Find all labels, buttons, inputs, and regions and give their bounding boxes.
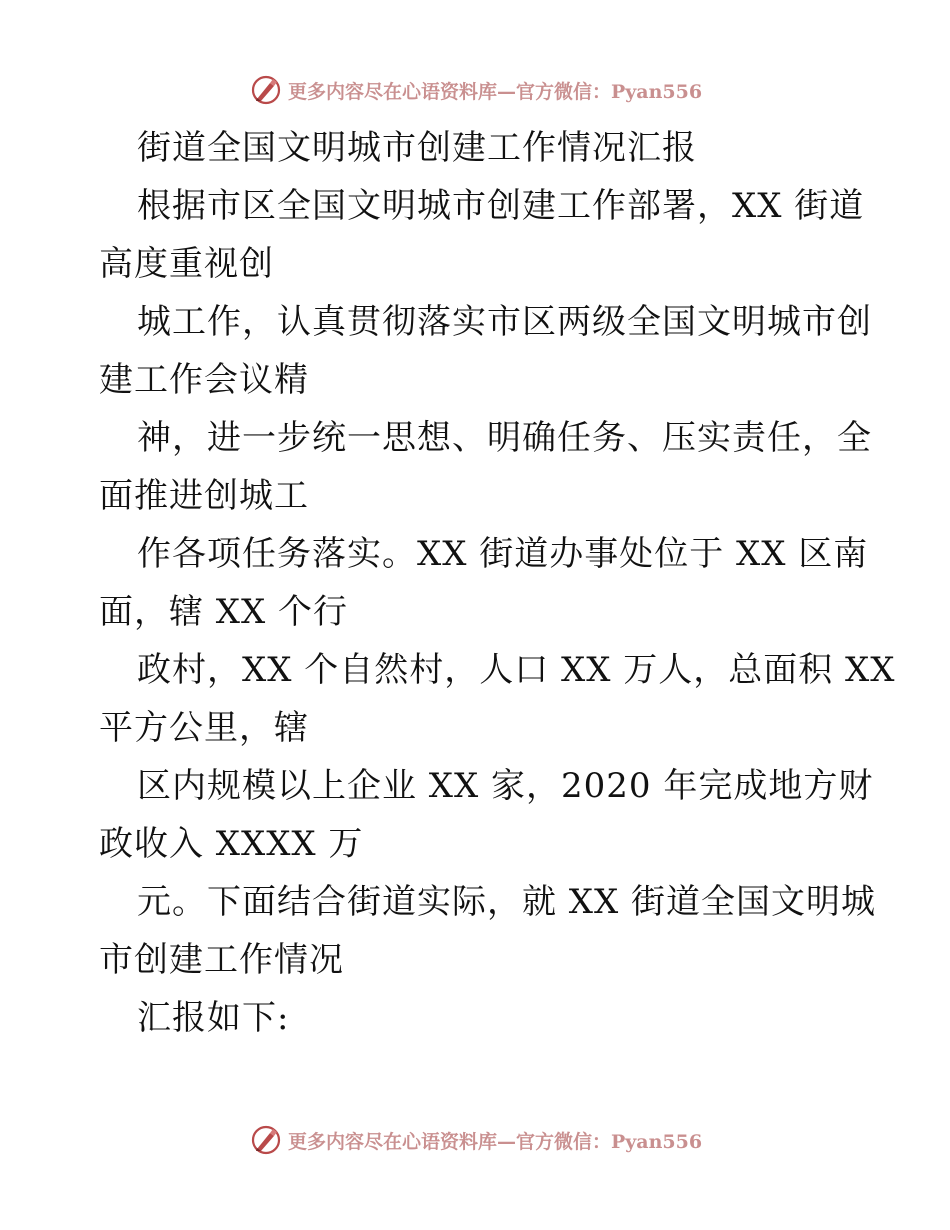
header-watermark bbox=[0, 68, 950, 112]
pen-logo-icon bbox=[248, 72, 284, 108]
pen-logo-icon bbox=[248, 1122, 284, 1158]
paragraph-line: 平方公里，辖 bbox=[99, 708, 309, 748]
paragraph-line: 根据市区全国文明城市创建工作部署，XX 街道 bbox=[137, 186, 865, 226]
paragraph-line: 高度重视创 bbox=[99, 244, 274, 284]
paragraph-line: 城工作，认真贯彻落实市区两级全国文明城市创 bbox=[137, 302, 872, 342]
paragraph-line: 政收入 XXXX 万 bbox=[99, 824, 364, 864]
paragraph-line: 面，辖 XX 个行 bbox=[99, 592, 349, 632]
paragraph-line: 作各项任务落实。XX 街道办事处位于 XX 区南 bbox=[137, 534, 869, 574]
paragraph-line: 政村，XX 个自然村，人口 XX 万人，总面积 XX bbox=[137, 650, 896, 690]
footer-watermark bbox=[0, 1118, 950, 1162]
paragraph-line: 市创建工作情况 bbox=[99, 940, 344, 980]
watermark-text: 更多内容尽在心语资料库—官方微信：Pyan556 bbox=[287, 1130, 703, 1153]
paragraph-line: 区内规模以上企业 XX 家，2020 年完成地方财 bbox=[137, 766, 874, 806]
paragraph-line: 元。下面结合街道实际，就 XX 街道全国文明城 bbox=[137, 882, 877, 922]
paragraph-line: 面推进创城工 bbox=[99, 476, 309, 516]
paragraph-line: 汇报如下: bbox=[137, 998, 290, 1038]
paragraph-line: 建工作会议精 bbox=[99, 360, 309, 400]
watermark-text: 更多内容尽在心语资料库—官方微信：Pyan556 bbox=[287, 80, 703, 103]
document-title: 街道全国文明城市创建工作情况汇报 bbox=[137, 128, 697, 168]
paragraph-line: 神，进一步统一思想、明确任务、压实责任，全 bbox=[137, 418, 872, 458]
